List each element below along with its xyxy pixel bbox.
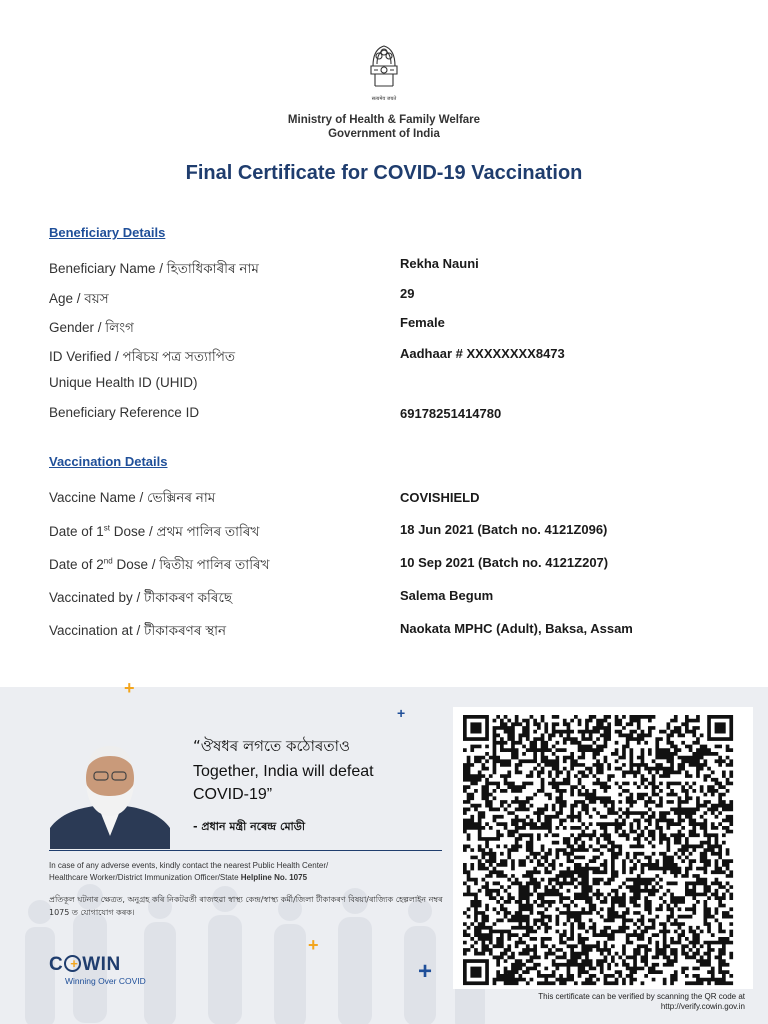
age-label: Age / বয়স [49, 291, 109, 306]
plus-decoration-blue-small: + [397, 705, 406, 721]
dose2-value: 10 Sep 2021 (Batch no. 4121Z207) [400, 555, 609, 570]
vaccination-at-label: Vaccination at / টীকাকৰণৰ স্থান [49, 623, 227, 638]
gender-value: Female [400, 315, 445, 330]
id-verified-label: ID Verified / পৰিচয় পত্ৰ সত্যাপিত [49, 349, 236, 364]
plus-decoration-orange-bottom: + [308, 935, 319, 955]
vaccination-at-value: Naokata MPHC (Adult), Baksa, Assam [400, 621, 633, 636]
id-verified-value: Aadhaar # XXXXXXXX8473 [400, 346, 565, 361]
verification-qr-code[interactable] [453, 707, 753, 989]
cowin-logo: C + WIN [49, 954, 121, 975]
emblem-motto: सत्यमेव जयते [371, 96, 397, 102]
vaccine-name-label: Vaccine Name / ভেক্সিনৰ নাম [49, 490, 216, 505]
adverse-events-notice-assamese: প্ৰতিকূল ঘটনাৰ ক্ষেত্ৰত, অনুগ্ৰহ কৰি নিকটৱৰ্তী ৰাজহুৱা স্বাস্থ্য কেন্দ্ৰ/স্বাস্থ্য কৰ্মী/জিলা টীকাকৰণ বিষয়া/ৰাজ্যিক হেল্পলাইন নম্বৰ 1075 ত যোগাযোগ কৰক। [49, 895, 443, 917]
vaccinated-by-label: Vaccinated by / টীকাকৰণ কৰিছে [49, 590, 233, 605]
footer-divider [49, 850, 442, 851]
prime-minister-portrait-image [50, 736, 170, 849]
quote-english-line2: COVID-19” [193, 786, 273, 803]
plus-decoration-orange-top: + [124, 678, 135, 698]
uhid-label: Unique Health ID (UHID) [49, 375, 198, 390]
quote-assamese: “ঔষধৰ লগতে কঠোৰতাও [193, 737, 351, 755]
dose1-value: 18 Jun 2021 (Batch no. 4121Z096) [400, 522, 608, 537]
state-emblem-icon [355, 38, 413, 108]
cowin-tagline: Winning Over COVID [65, 976, 146, 986]
beneficiary-name-value: Rekha Nauni [400, 256, 479, 271]
reference-id-value: 69178251414780 [400, 406, 502, 421]
government-name: Government of India [328, 128, 440, 140]
quote-author: - প্ৰধান মন্ত্ৰী নৰেন্দ্ৰ মোডী [193, 820, 305, 833]
beneficiary-section-title: Beneficiary Details [49, 225, 166, 240]
age-value: 29 [400, 286, 415, 301]
helpline-number: Helpline No. 1075 [240, 873, 308, 882]
reference-id-label: Beneficiary Reference ID [49, 405, 200, 420]
cowin-plus-icon: + [64, 955, 81, 972]
gender-label: Gender / লিংগ [49, 320, 134, 335]
vaccination-section-title: Vaccination Details [49, 454, 168, 469]
qr-code-pattern [453, 707, 753, 989]
quote-english-line1: Together, India will defeat [193, 763, 374, 780]
certificate-title: Final Certificate for COVID-19 Vaccination [185, 162, 583, 184]
plus-decoration-blue-large: + [418, 958, 433, 985]
adverse-events-notice-english: In case of any adverse events, kindly contact the nearest Public Health Center/ Healthcare Worker/District Immunization Officer/State Helpline No. 1075 [49, 861, 329, 882]
vaccinated-by-value: Salema Begum [400, 588, 494, 603]
ministry-name: Ministry of Health & Family Welfare [287, 114, 481, 126]
vaccine-name-value: COVISHIELD [400, 490, 480, 505]
verification-url: http://verify.cowin.gov.in [660, 1002, 745, 1011]
dose1-label: Date of 1st Dose / প্ৰথম পালিৰ তাৰিখ [49, 523, 260, 539]
verification-note: This certificate can be verified by scanning the QR code at http://verify.cowin.gov.in [538, 992, 745, 1011]
beneficiary-name-label: Beneficiary Name / হিতাধিকাৰীৰ নাম [49, 261, 259, 276]
dose2-label: Date of 2nd Dose / দ্বিতীয় পালিৰ তাৰিখ [49, 556, 270, 572]
